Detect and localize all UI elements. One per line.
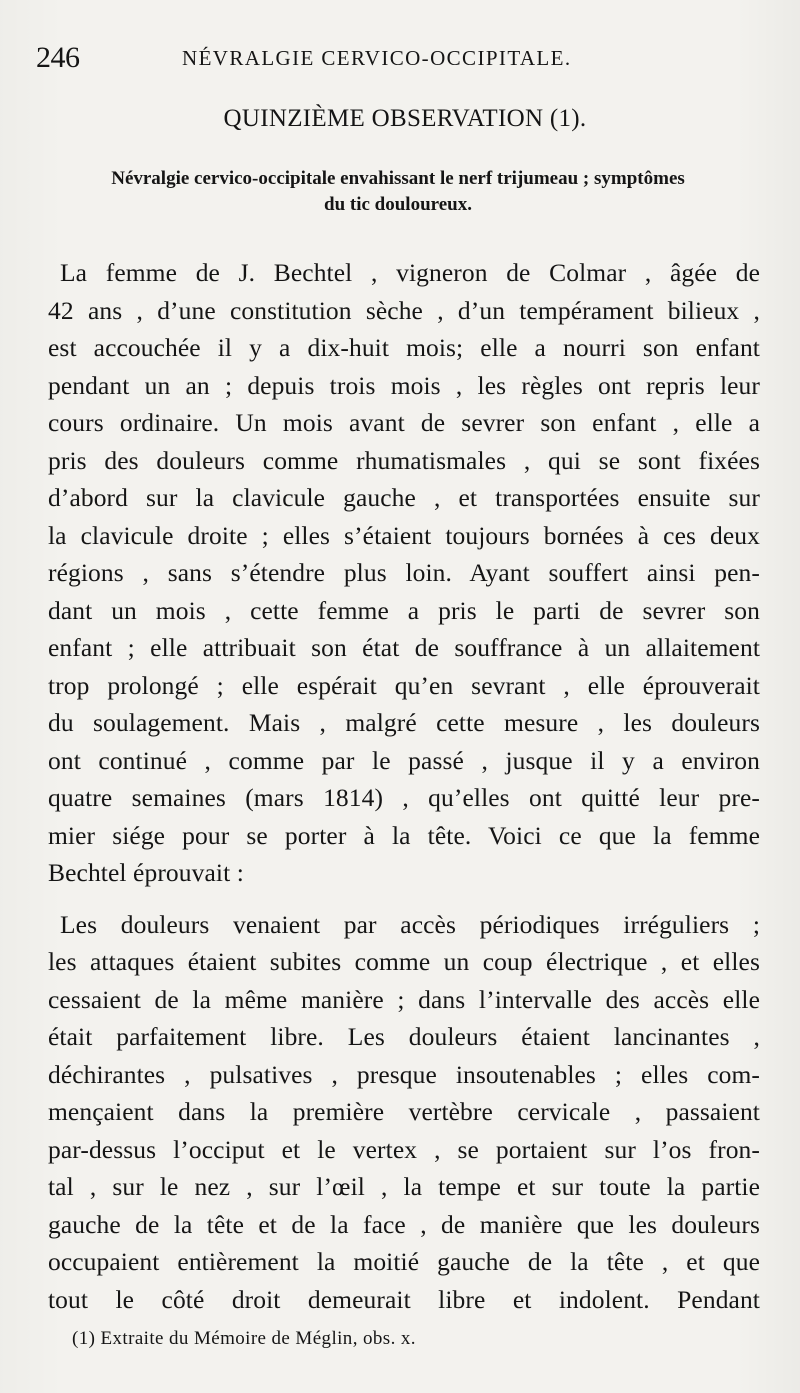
text-line: est accouchée il y a dix-huit mois; elle a nourri son enfant <box>48 333 760 362</box>
summary-line: Névralgie cervico-occipitale envahissant le nerf trijumeau ; symptômes <box>111 168 685 189</box>
text-line: était parfaitement libre. Les douleurs étaient lancinantes , <box>48 1022 760 1051</box>
text-line: Bechtel éprouvait : <box>48 858 244 887</box>
text-line: tal , sur le nez , sur l’œil , la tempe et sur toute la partie <box>48 1172 760 1201</box>
running-title: NÉVRALGIE CERVICO-OCCIPITALE. <box>182 46 572 70</box>
text-line: ont continué , comme par le passé , jusque il y a environ <box>48 745 760 775</box>
text-line: du soulagement. Mais , malgré cette mesure , les douleurs <box>48 708 760 737</box>
paragraph-2 <box>48 906 760 1319</box>
text-line: 42 ans , d’une constitution sèche , d’un tempérament bilieux , <box>48 295 760 325</box>
text-line: régions , sans s’étendre plus loin. Ayant souffert ainsi pen- <box>48 558 760 587</box>
text-line: cours ordinaire. Un mois avant de sevrer son enfant , elle a <box>48 408 760 437</box>
footnote: (1) Extraite du Mémoire de Méglin, obs. x. <box>72 1328 416 1349</box>
text-line: occupaient entièrement la moitié gauche de la tête , et que <box>48 1247 760 1276</box>
observation-summary <box>36 166 760 218</box>
text-line: déchirantes , pulsatives , presque insoutenables ; elles com- <box>48 1059 760 1089</box>
text-line: cessaient de la même manière ; dans l’intervalle des accès elle <box>48 984 760 1014</box>
text-line: pris des douleurs comme rhumatismales , qui se sont fixées <box>48 445 760 475</box>
text-line: mençaient dans la première vertèbre cervicale , passaient <box>48 1097 760 1126</box>
page-number: 246 <box>36 41 80 74</box>
text-line: les attaques étaient subites comme un coup électrique , et elles <box>48 947 760 976</box>
summary-line: du tic douloureux. <box>324 194 472 215</box>
text-line: trop prolongé ; elle espérait qu’en sevrant , elle éprouverait <box>48 670 760 700</box>
text-line: gauche de la tête et de la face , de manière que les douleurs <box>48 1209 760 1239</box>
observation-title: QUINZIÈME OBSERVATION (1). <box>223 105 587 132</box>
text-line: dant un mois , cette femme a pris le parti de sevrer son <box>48 595 760 625</box>
text-line: enfant ; elle attribuait son état de souffrance à un allaitement <box>48 633 760 662</box>
running-head <box>36 38 756 78</box>
text-line: la clavicule droite ; elles s’étaient toujours bornées à ces deux <box>48 520 760 550</box>
text-line: par-dessus l’occiput et le vertex , se portaient sur l’os fron- <box>48 1134 760 1164</box>
body-text <box>48 254 760 1318</box>
text-line: d’abord sur la clavicule gauche , et transportées ensuite sur <box>48 483 760 512</box>
text-line: Les douleurs venaient par accès périodiques irréguliers ; <box>60 909 760 939</box>
text-line: tout le côté droit demeurait libre et indolent. Pendant <box>48 1284 760 1314</box>
text-line: pendant un an ; depuis trois mois , les règles ont repris leur <box>48 370 760 400</box>
paragraph-1 <box>48 254 760 892</box>
text-line: mier siége pour se porter à la tête. Voici ce que la femme <box>48 820 760 850</box>
text-line: La femme de J. Bechtel , vigneron de Colmar , âgée de <box>60 258 760 287</box>
text-line: quatre semaines (mars 1814) , qu’elles ont quitté leur pre- <box>48 783 760 812</box>
